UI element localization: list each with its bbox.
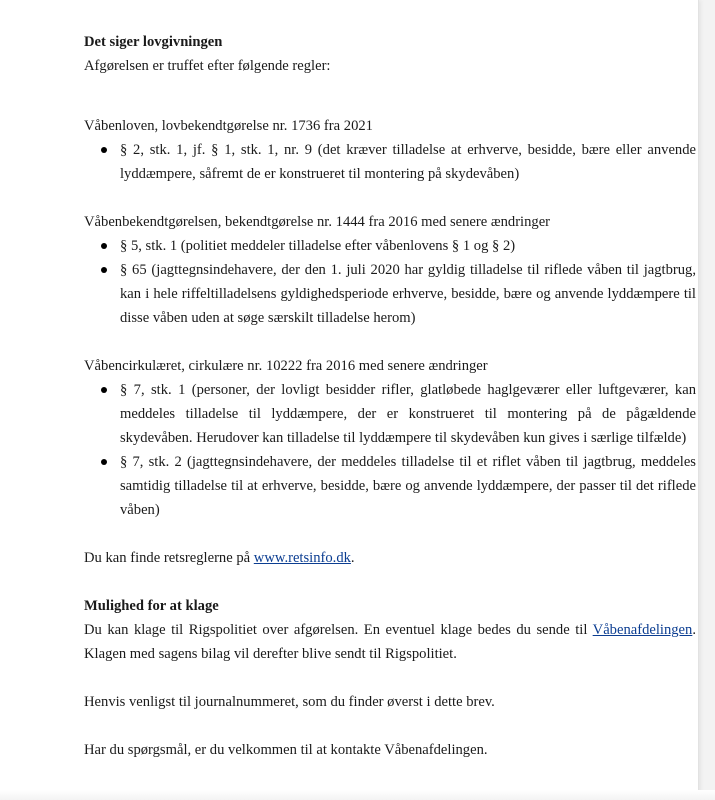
document-body	[84, 30, 696, 762]
bullet-icon	[101, 243, 107, 249]
complaint-paragraph: Du kan klage til Rigspolitiet over afgørelsen. En eventuel klage bedes du sende til Våbenafdelingen. Klagen med sagens bilag vil derefter blive sendt til Rigspolitiet.	[84, 622, 696, 662]
bullet-icon	[101, 267, 107, 273]
vaabenafdelingen-link[interactable]: Våbenafdelingen	[592, 622, 693, 638]
list-item: § 65 (jagttegnsindehavere, der den 1. juli 2020 har gyldig tilladelse til riflede våben til jagtbrug, kan i hele riffeltilladelsens gyldighedsperiode erhverve, besidde, bære og anvende lyddæmpere til disse våben uden at søge særskilt tilladelse herom)	[84, 258, 696, 330]
bullet-icon	[101, 147, 107, 153]
bullet-icon	[101, 459, 107, 465]
law-items	[84, 378, 696, 522]
list-item: § 5, stk. 1 (politiet meddeler tilladelse efter våbenlovens § 1 og § 2)	[84, 234, 696, 258]
bullet-icon	[101, 387, 107, 393]
intro-text: Afgørelsen er truffet efter følgende regler:	[84, 58, 331, 74]
law-title: Våbenloven, lovbekendtgørelse nr. 1736 fra 2021	[84, 118, 373, 134]
law-items	[84, 234, 696, 330]
questions-paragraph: Har du spørgsmål, er du velkommen til at kontakte Våbenafdelingen.	[84, 742, 488, 758]
law-title: Våbencirkulæret, cirkulære nr. 10222 fra 2016 med senere ændringer	[84, 358, 488, 374]
retsinfo-paragraph: Du kan finde retsreglerne på www.retsinfo.dk.	[84, 550, 355, 566]
section-heading-complaint: Mulighed for at klage	[84, 598, 219, 614]
retsinfo-link[interactable]: www.retsinfo.dk	[253, 550, 351, 566]
law-items	[84, 138, 696, 186]
section-heading-legislation: Det siger lovgivningen	[84, 34, 223, 50]
list-item: § 7, stk. 2 (jagttegnsindehavere, der meddeles tilladelse til et riflet våben til jagtbrug, meddeles samtidig tilladelse til at erhverve, besidde, bære og anvende lyddæmpere, der passer til det riflede våben)	[84, 450, 696, 522]
list-item: § 2, stk. 1, jf. § 1, stk. 1, nr. 9 (det kræver tilladelse at erhverve, besidde, bære eller anvende lyddæmpere, såfremt de er konstrueret til montering på skydevåben)	[84, 138, 696, 186]
journal-paragraph: Henvis venligst til journalnummeret, som du finder øverst i dette brev.	[84, 694, 495, 710]
law-title: Våbenbekendtgørelsen, bekendtgørelse nr. 1444 fra 2016 med senere ændringer	[84, 214, 551, 230]
list-item: § 7, stk. 1 (personer, der lovligt besidder rifler, glatløbede haglgeværer eller luftgeværer, kan meddeles tilladelse til lyddæmpere, der er konstrueret til montering på de pågældende skydevåben. Herudover kan tilladelse til lyddæmpere til skydevåben kun gives i særlige tilfælde)	[84, 378, 696, 450]
